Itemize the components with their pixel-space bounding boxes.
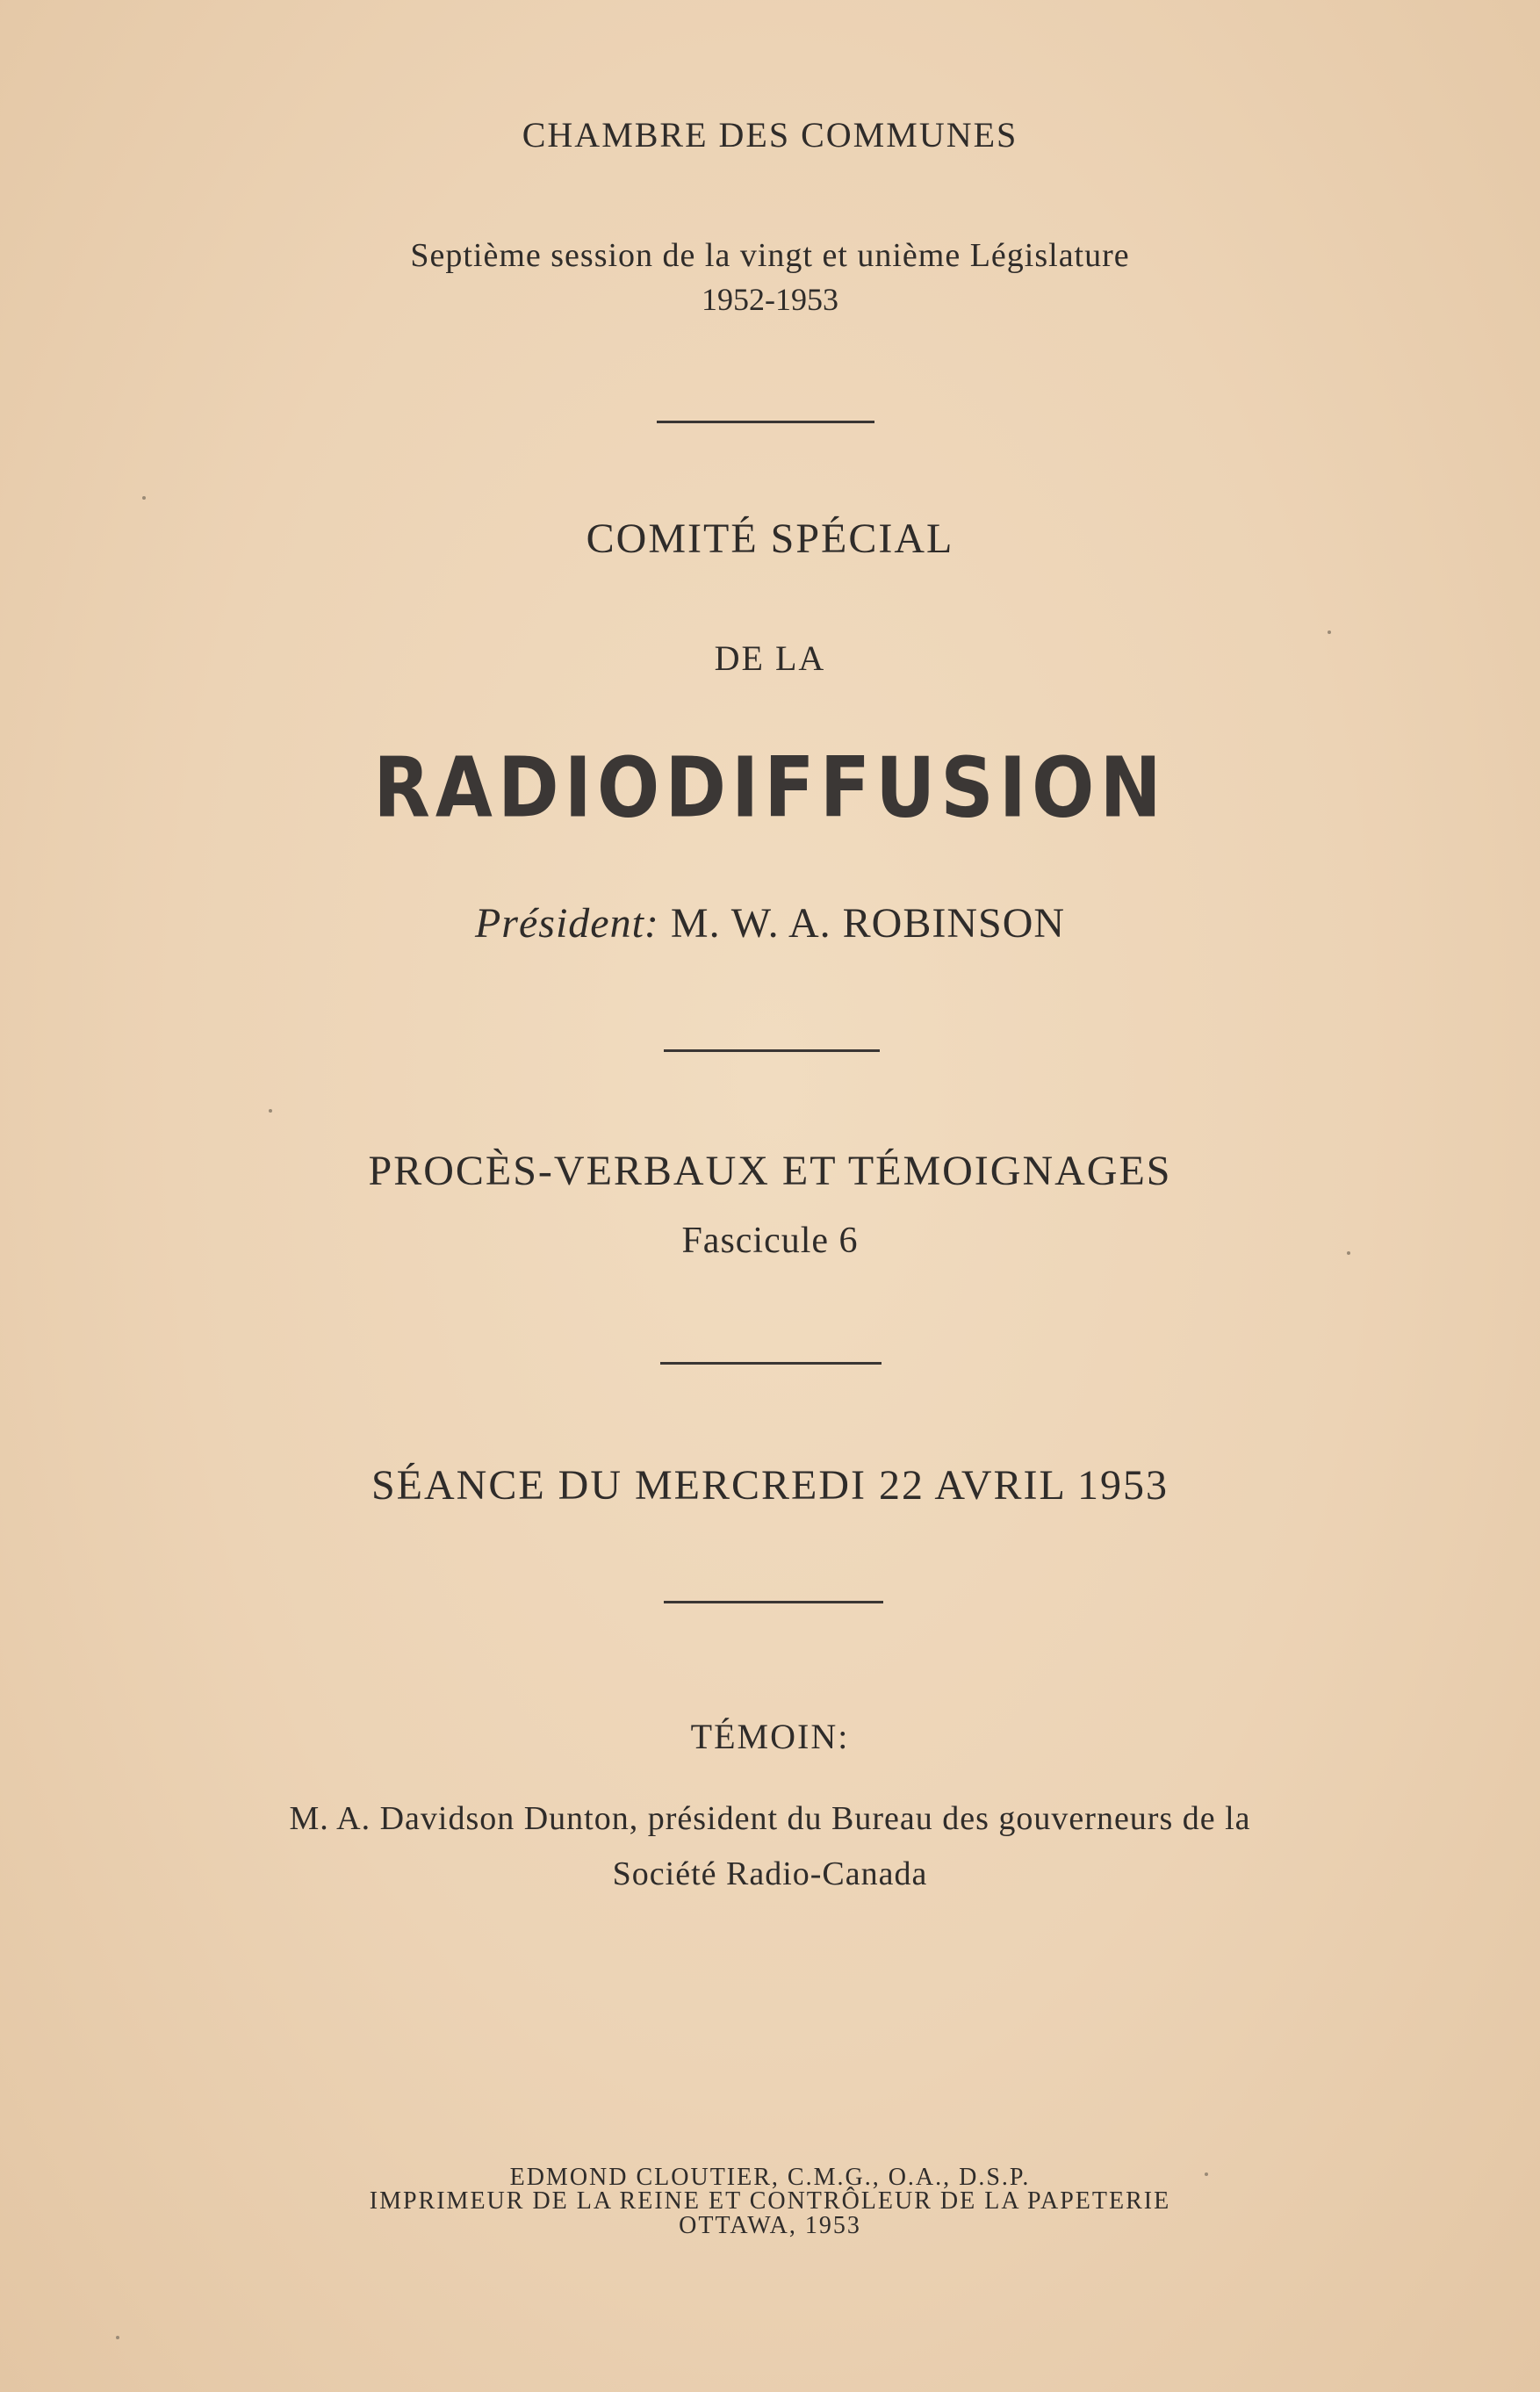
paper-speck: [142, 496, 146, 500]
imprint-line-1: EDMOND CLOUTIER, C.M.G., O.A., D.S.P.: [509, 2164, 1031, 2191]
president-name: M. W. A. ROBINSON: [670, 900, 1066, 947]
president-line: [0, 900, 1540, 947]
paper-speck: [269, 1109, 272, 1113]
imprint-line-2: IMPRIMEUR DE LA REINE ET CONTRÔLEUR DE LA PAPETERIE: [369, 2187, 1171, 2215]
session-line: Septième session de la vingt et unième Législature: [410, 237, 1130, 274]
committee-line-1: COMITÉ SPÉCIAL: [586, 515, 954, 562]
proceedings-title: PROCÈS-VERBAUX ET TÉMOIGNAGES: [368, 1148, 1172, 1194]
session-years: 1952-1953: [702, 282, 838, 317]
paper-speck: [1347, 1251, 1350, 1255]
paper-speck: [116, 2336, 119, 2339]
committee-line-2: DE LA: [714, 638, 826, 678]
divider-rule: [657, 421, 874, 423]
institution-heading: CHAMBRE DES COMMUNES: [522, 115, 1018, 155]
witness-line-1: M. A. Davidson Dunton, président du Bureau des gouverneurs de la: [289, 1800, 1251, 1837]
divider-rule: [664, 1601, 883, 1603]
imprint-line-3: OTTAWA, 1953: [679, 2212, 861, 2239]
president-label: Président:: [474, 900, 659, 947]
paper-speck: [1328, 630, 1331, 634]
witness-line-2: Société Radio-Canada: [612, 1855, 928, 1892]
sitting-date: SÉANCE DU MERCREDI 22 AVRIL 1953: [371, 1462, 1169, 1509]
fascicule-number: Fascicule 6: [681, 1221, 859, 1261]
divider-rule: [664, 1049, 880, 1052]
divider-rule: [660, 1362, 882, 1365]
witness-label: TÉMOIN:: [690, 1717, 850, 1756]
committee-name: RADIODIFFUSION: [373, 739, 1167, 836]
paper-speck: [1205, 2172, 1208, 2176]
